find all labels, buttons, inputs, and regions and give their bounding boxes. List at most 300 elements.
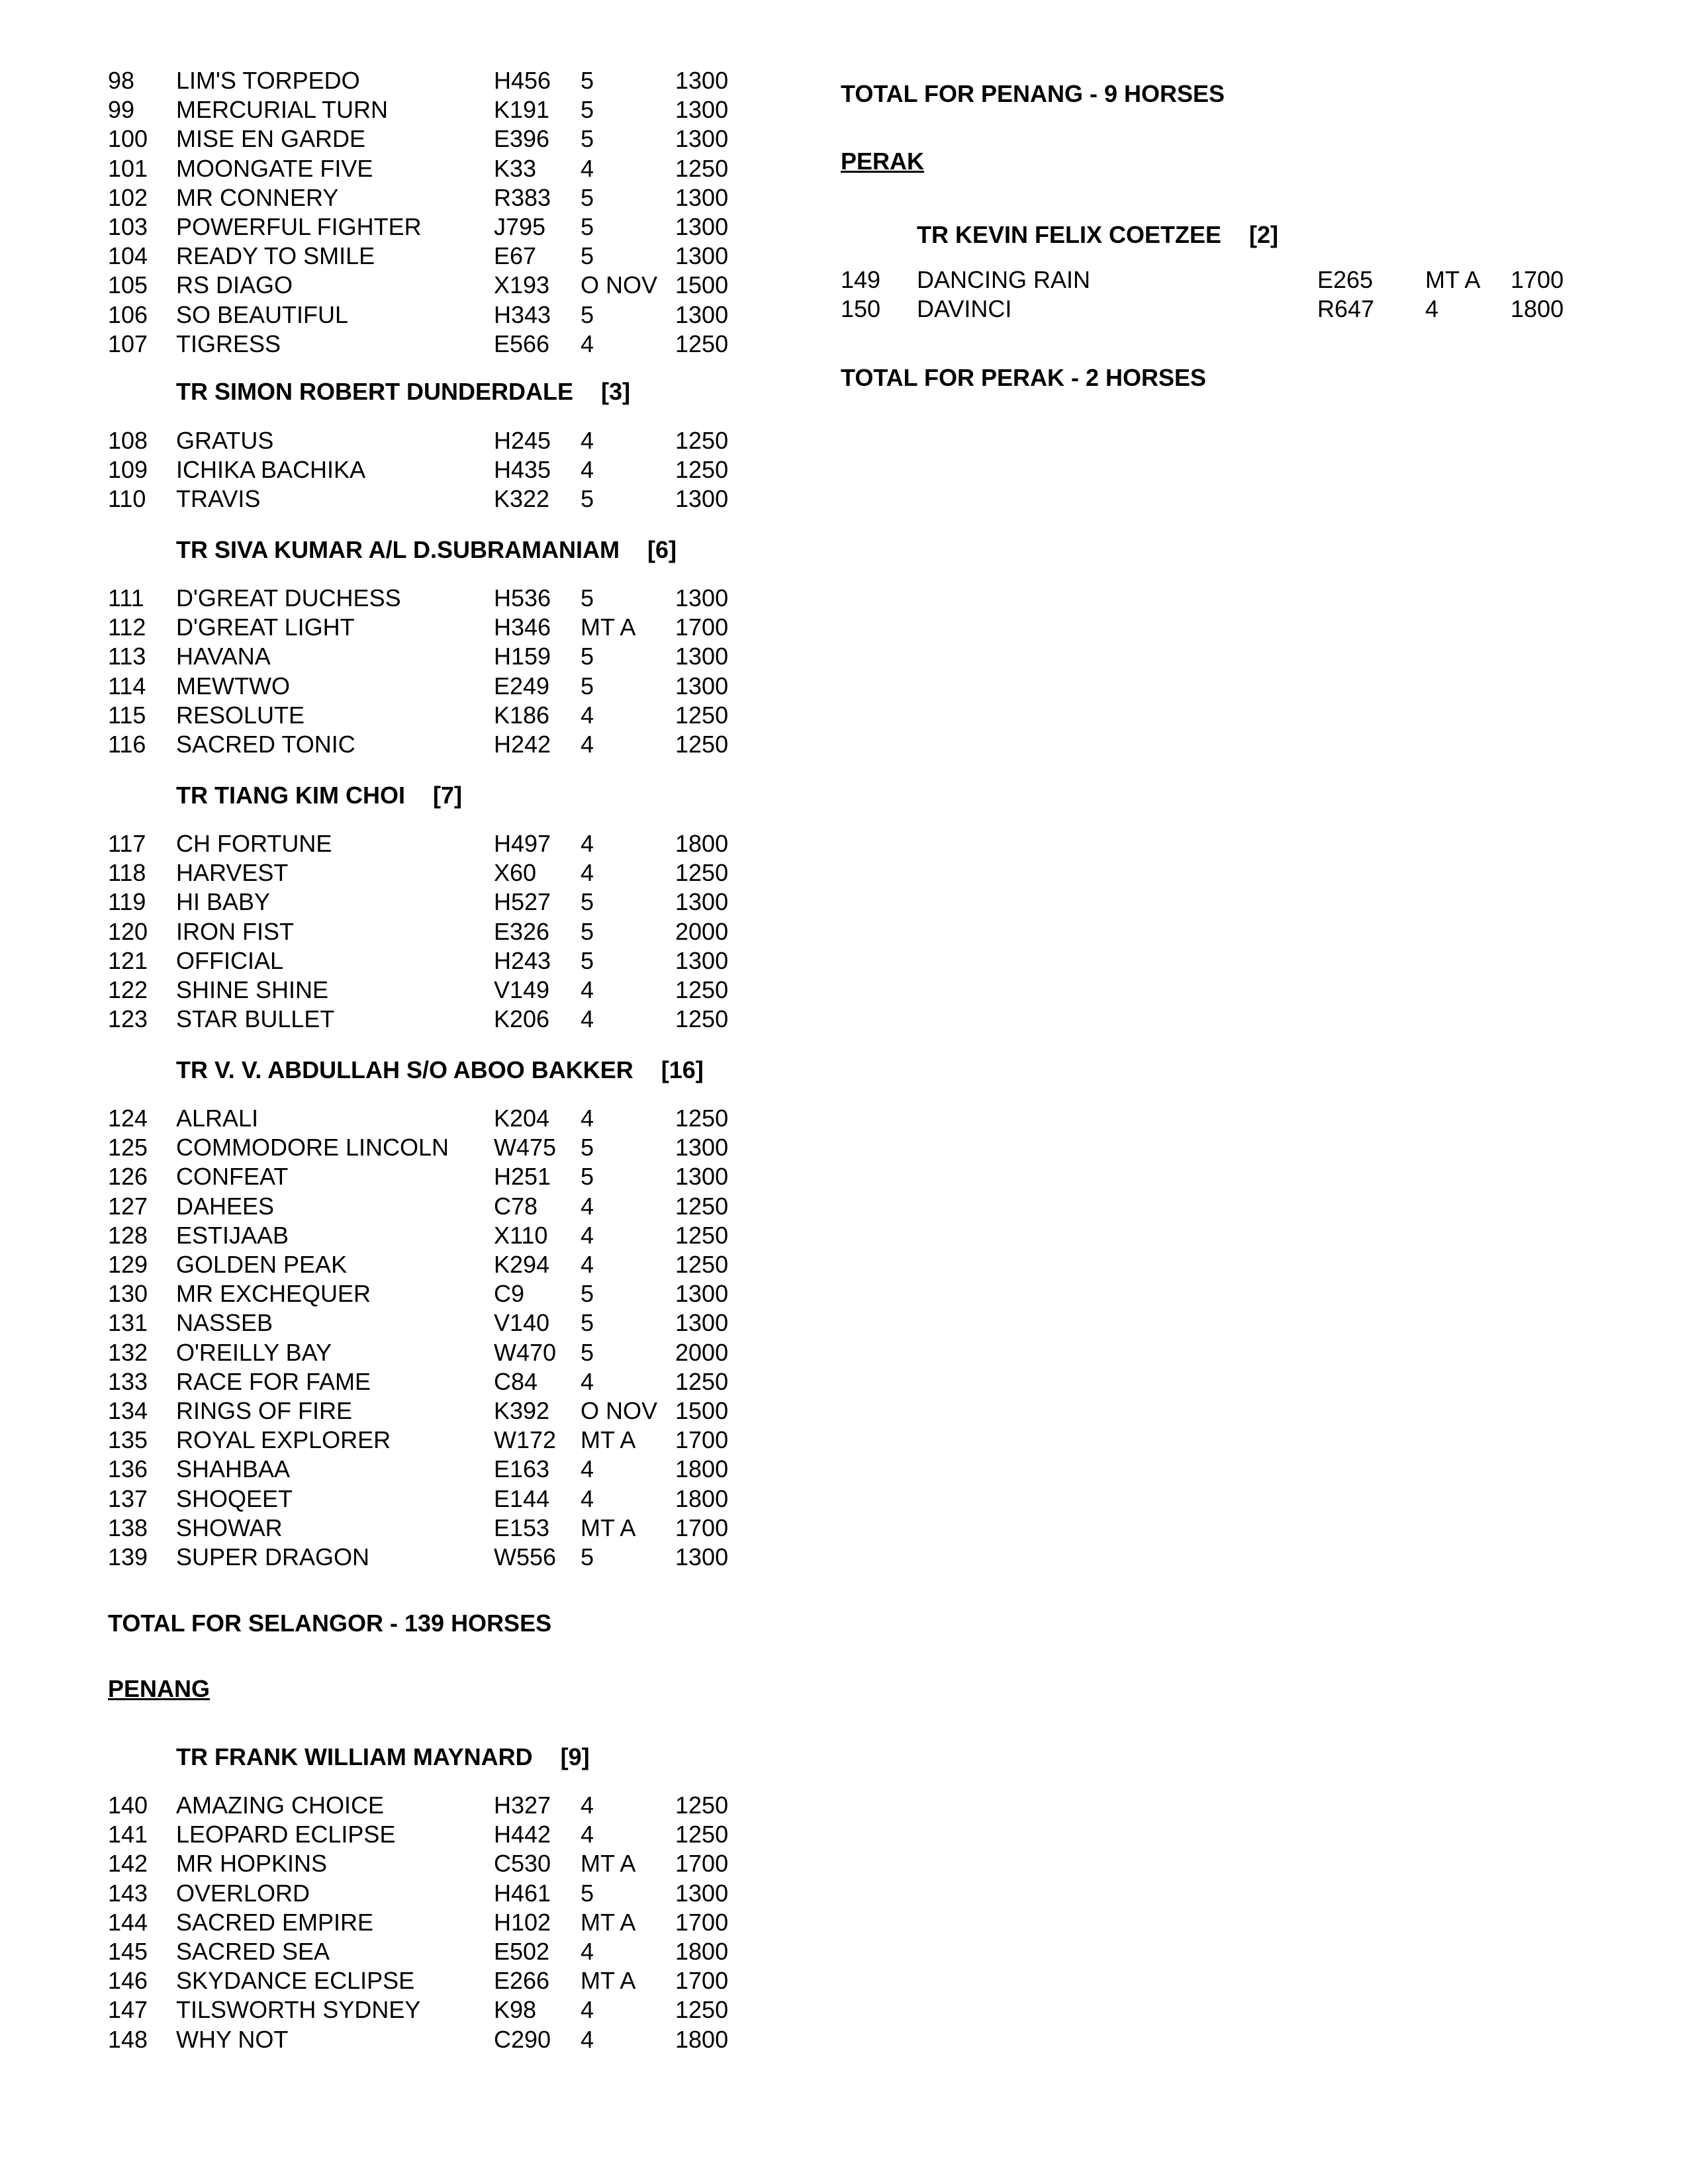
rating-value: 1250 bbox=[675, 731, 729, 758]
race-class: 4 bbox=[581, 1221, 594, 1249]
horse-code: W470 bbox=[494, 1338, 557, 1366]
horse-name: CH FORTUNE bbox=[176, 830, 332, 857]
horse-name: MEWTWO bbox=[176, 672, 290, 700]
entry-number: 103 bbox=[108, 213, 148, 240]
entry-row bbox=[0, 1426, 821, 1455]
rating-value: 1800 bbox=[675, 1455, 729, 1483]
race-class: 4 bbox=[581, 1792, 594, 1819]
entry-row bbox=[0, 1338, 821, 1367]
horse-code: E502 bbox=[494, 1938, 550, 1965]
entry-row bbox=[0, 1849, 821, 1878]
entry-number: 114 bbox=[108, 672, 146, 700]
race-class: 4 bbox=[581, 154, 594, 182]
entry-row bbox=[0, 1104, 821, 1133]
entry-row bbox=[0, 1250, 821, 1279]
horse-code: K33 bbox=[494, 154, 537, 182]
entry-number: 115 bbox=[108, 701, 146, 729]
trainer-heading bbox=[176, 377, 630, 406]
horse-code: H497 bbox=[494, 830, 551, 857]
rating-value: 1700 bbox=[675, 1908, 729, 1936]
horse-name: STAR BULLET bbox=[176, 1005, 335, 1033]
entry-number: 118 bbox=[108, 859, 146, 887]
horse-code: J795 bbox=[494, 213, 546, 240]
race-class: 5 bbox=[581, 213, 594, 240]
entry-number: 98 bbox=[108, 67, 135, 94]
horse-code: W556 bbox=[494, 1543, 557, 1570]
horse-code: H527 bbox=[494, 888, 551, 916]
horse-name: GRATUS bbox=[176, 427, 274, 454]
entry-row bbox=[0, 1162, 821, 1191]
rating-value: 1300 bbox=[675, 183, 729, 211]
entry-number: 139 bbox=[108, 1543, 148, 1570]
horse-name: LEOPARD ECLIPSE bbox=[176, 1821, 396, 1848]
entry-number: 134 bbox=[108, 1397, 148, 1424]
entry-number: 130 bbox=[108, 1280, 148, 1308]
entry-row bbox=[0, 66, 821, 95]
race-class: 4 bbox=[581, 1821, 594, 1848]
rating-value: 1300 bbox=[675, 1134, 729, 1161]
trainer-name: TR V. V. ABDULLAH S/O ABOO BAKKER bbox=[176, 1056, 633, 1083]
trainer-count: [7] bbox=[432, 782, 462, 809]
horse-name: WHY NOT bbox=[176, 2025, 289, 2053]
horse-code: K191 bbox=[494, 96, 550, 124]
horse-name: SACRED TONIC bbox=[176, 731, 355, 758]
entry-row bbox=[0, 154, 821, 183]
race-class: 5 bbox=[581, 1309, 594, 1337]
horse-name: SO BEAUTIFUL bbox=[176, 300, 349, 328]
race-class: 4 bbox=[581, 1455, 594, 1483]
entry-row bbox=[0, 455, 821, 484]
horse-code: K204 bbox=[494, 1105, 550, 1132]
rating-value: 1250 bbox=[675, 154, 729, 182]
rating-value: 1700 bbox=[1511, 266, 1564, 293]
horse-code: C530 bbox=[494, 1850, 551, 1878]
entry-number: 122 bbox=[108, 976, 148, 1003]
rating-value: 1300 bbox=[675, 67, 729, 94]
race-class: 4 bbox=[581, 1005, 594, 1033]
race-class: 5 bbox=[581, 643, 594, 670]
entry-number: 107 bbox=[108, 330, 148, 357]
horse-code: H243 bbox=[494, 946, 551, 974]
entry-number: 147 bbox=[108, 1996, 148, 2024]
race-class: MT A bbox=[581, 1426, 636, 1454]
horse-code: V149 bbox=[494, 976, 550, 1003]
entry-number: 108 bbox=[108, 427, 148, 454]
trainer-count: [9] bbox=[560, 1743, 590, 1770]
race-class: 5 bbox=[581, 67, 594, 94]
trainer-name: TR KEVIN FELIX COETZEE bbox=[917, 221, 1222, 248]
trainer-heading bbox=[176, 535, 677, 565]
horse-name: POWERFUL FIGHTER bbox=[176, 213, 422, 240]
trainer-count: [16] bbox=[661, 1056, 704, 1083]
rating-value: 1800 bbox=[675, 2025, 729, 2053]
entry-row bbox=[0, 1966, 821, 1995]
horse-code: H343 bbox=[494, 300, 551, 328]
race-class: O NOV bbox=[581, 1397, 658, 1424]
race-class: 4 bbox=[581, 1251, 594, 1278]
horse-code: H327 bbox=[494, 1792, 551, 1819]
rating-value: 1300 bbox=[675, 485, 729, 513]
race-class: 5 bbox=[581, 1134, 594, 1161]
entry-row bbox=[0, 1791, 821, 1820]
entry-number: 141 bbox=[108, 1821, 148, 1848]
entry-number: 135 bbox=[108, 1426, 148, 1454]
horse-name: MR EXCHEQUER bbox=[176, 1280, 371, 1308]
rating-value: 1250 bbox=[675, 1996, 729, 2024]
race-class: 5 bbox=[581, 485, 594, 513]
entry-row bbox=[0, 212, 821, 242]
entry-number: 124 bbox=[108, 1105, 148, 1132]
horse-name: TRAVIS bbox=[176, 485, 261, 513]
race-class: MT A bbox=[581, 1514, 636, 1541]
entry-number: 102 bbox=[108, 183, 148, 211]
horse-code: H102 bbox=[494, 1908, 551, 1936]
race-class: 5 bbox=[581, 917, 594, 945]
race-class: 5 bbox=[581, 1879, 594, 1907]
rating-value: 1300 bbox=[675, 946, 729, 974]
horse-name: RS DIAGO bbox=[176, 271, 293, 299]
race-class: O NOV bbox=[581, 271, 658, 299]
horse-code: H245 bbox=[494, 427, 551, 454]
entry-number: 148 bbox=[108, 2025, 148, 2053]
entry-number: 106 bbox=[108, 300, 148, 328]
race-class: MT A bbox=[581, 1908, 636, 1936]
horse-name: LIM'S TORPEDO bbox=[176, 67, 360, 94]
race-class: 4 bbox=[581, 731, 594, 758]
rating-value: 1250 bbox=[675, 330, 729, 357]
horse-code: H242 bbox=[494, 731, 551, 758]
total-penang: TOTAL FOR PENANG - 9 HORSES bbox=[841, 80, 1225, 107]
horse-code: E163 bbox=[494, 1455, 550, 1483]
race-class: 5 bbox=[581, 946, 594, 974]
entry-row bbox=[0, 2025, 821, 2054]
horse-name: ICHIKA BACHIKA bbox=[176, 456, 366, 484]
rating-value: 1800 bbox=[1511, 295, 1564, 323]
horse-code: C78 bbox=[494, 1192, 538, 1220]
entry-number: 136 bbox=[108, 1455, 148, 1483]
horse-code: E153 bbox=[494, 1514, 550, 1541]
rating-value: 1700 bbox=[675, 1514, 729, 1541]
rating-value: 1250 bbox=[675, 701, 729, 729]
entry-row bbox=[0, 1937, 821, 1966]
rating-value: 2000 bbox=[675, 917, 729, 945]
entry-number: 127 bbox=[108, 1192, 148, 1220]
trainer-heading bbox=[917, 220, 1278, 250]
entry-row bbox=[0, 242, 821, 271]
horse-name: MOONGATE FIVE bbox=[176, 154, 373, 182]
horse-name: SUPER DRAGON bbox=[176, 1543, 370, 1570]
horse-name: TIGRESS bbox=[176, 330, 281, 357]
entry-number: 100 bbox=[108, 125, 148, 153]
entry-row bbox=[0, 584, 821, 613]
section-heading-perak: PERAK bbox=[841, 148, 925, 175]
entry-number: 113 bbox=[108, 643, 146, 670]
horse-name: RACE FOR FAME bbox=[176, 1367, 371, 1395]
entry-number: 128 bbox=[108, 1221, 148, 1249]
rating-value: 1300 bbox=[675, 96, 729, 124]
section-heading-penang: PENANG bbox=[108, 1675, 211, 1702]
race-class: 5 bbox=[581, 1163, 594, 1191]
race-class: 4 bbox=[581, 859, 594, 887]
rating-value: 1250 bbox=[675, 1367, 729, 1395]
entry-row bbox=[0, 300, 821, 330]
rating-value: 1300 bbox=[675, 1163, 729, 1191]
horse-code: E266 bbox=[494, 1967, 550, 1995]
entry-number: 111 bbox=[108, 584, 144, 612]
horse-code: X60 bbox=[494, 859, 537, 887]
horse-name: SHINE SHINE bbox=[176, 976, 329, 1003]
horse-name: SHAHBAA bbox=[176, 1455, 291, 1483]
race-class: 4 bbox=[581, 1484, 594, 1512]
rating-value: 1250 bbox=[675, 1005, 729, 1033]
rating-value: 1250 bbox=[675, 1251, 729, 1278]
entry-row bbox=[0, 1514, 821, 1543]
race-class: 4 bbox=[581, 1105, 594, 1132]
total-selangor: TOTAL FOR SELANGOR - 139 HORSES bbox=[108, 1610, 552, 1637]
entry-number: 110 bbox=[108, 485, 146, 513]
entry-row bbox=[0, 829, 821, 858]
horse-code: H536 bbox=[494, 584, 551, 612]
entry-row bbox=[0, 426, 821, 455]
entry-row bbox=[0, 613, 821, 642]
entry-row bbox=[0, 887, 821, 917]
entry-row bbox=[0, 183, 821, 212]
horse-name: MR CONNERY bbox=[176, 183, 339, 211]
horse-name: ESTIJAAB bbox=[176, 1221, 289, 1249]
horse-code: K186 bbox=[494, 701, 550, 729]
race-class: 4 bbox=[581, 456, 594, 484]
horse-code: E396 bbox=[494, 125, 550, 153]
race-class: MT A bbox=[581, 1850, 636, 1878]
horse-name: HARVEST bbox=[176, 859, 289, 887]
horse-code: H435 bbox=[494, 456, 551, 484]
horse-name: MERCURIAL TURN bbox=[176, 96, 389, 124]
entry-row bbox=[0, 1908, 821, 1937]
rating-value: 1300 bbox=[675, 584, 729, 612]
entry-number: 112 bbox=[108, 614, 146, 641]
race-class: 5 bbox=[581, 242, 594, 270]
horse-code: K322 bbox=[494, 485, 550, 513]
entry-row bbox=[0, 730, 821, 759]
trainer-count: [3] bbox=[601, 378, 630, 405]
horse-code: H251 bbox=[494, 1163, 551, 1191]
horse-code: C9 bbox=[494, 1280, 525, 1308]
horse-name: SKYDANCE ECLIPSE bbox=[176, 1967, 415, 1995]
entry-row bbox=[0, 642, 821, 671]
entry-row bbox=[0, 330, 821, 359]
horse-name: DAVINCI bbox=[917, 295, 1012, 323]
horse-code: W172 bbox=[494, 1426, 557, 1454]
entry-number: 126 bbox=[108, 1163, 148, 1191]
entry-number: 146 bbox=[108, 1967, 148, 1995]
horse-name: GOLDEN PEAK bbox=[176, 1251, 348, 1278]
total-perak: TOTAL FOR PERAK - 2 HORSES bbox=[841, 364, 1207, 391]
entry-row bbox=[0, 1133, 821, 1162]
race-class: 4 bbox=[581, 1996, 594, 2024]
entry-row bbox=[821, 265, 1688, 295]
race-class: MT A bbox=[581, 1967, 636, 1995]
horse-name: SHOWAR bbox=[176, 1514, 283, 1541]
entry-row bbox=[0, 1484, 821, 1514]
horse-code: E326 bbox=[494, 917, 550, 945]
rating-value: 1300 bbox=[675, 242, 729, 270]
horse-code: K206 bbox=[494, 1005, 550, 1033]
trainer-count: [2] bbox=[1249, 221, 1279, 248]
horse-code: H159 bbox=[494, 643, 551, 670]
rating-value: 1800 bbox=[675, 1938, 729, 1965]
horse-name: HAVANA bbox=[176, 643, 271, 670]
race-class: 4 bbox=[1425, 295, 1439, 323]
horse-name: MR HOPKINS bbox=[176, 1850, 328, 1878]
horse-name: CONFEAT bbox=[176, 1163, 289, 1191]
race-class: 5 bbox=[581, 1543, 594, 1570]
horse-code: X110 bbox=[494, 1221, 548, 1249]
race-class: 4 bbox=[581, 1938, 594, 1965]
rating-value: 1300 bbox=[675, 125, 729, 153]
trainer-heading bbox=[176, 781, 462, 810]
entry-row bbox=[0, 1995, 821, 2025]
rating-value: 1700 bbox=[675, 1967, 729, 1995]
entry-number: 133 bbox=[108, 1367, 148, 1395]
entry-row bbox=[0, 1879, 821, 1908]
horse-name: MISE EN GARDE bbox=[176, 125, 366, 153]
race-class: MT A bbox=[581, 614, 636, 641]
horse-name: ROYAL EXPLORER bbox=[176, 1426, 391, 1454]
rating-value: 1300 bbox=[675, 1309, 729, 1337]
horse-name: OVERLORD bbox=[176, 1879, 310, 1907]
rating-value: 1800 bbox=[675, 1484, 729, 1512]
rating-value: 1250 bbox=[675, 1792, 729, 1819]
entry-row bbox=[0, 95, 821, 124]
entry-row bbox=[0, 1396, 821, 1426]
entry-number: 125 bbox=[108, 1134, 148, 1161]
horse-name: SACRED EMPIRE bbox=[176, 1908, 374, 1936]
race-class: 4 bbox=[581, 1367, 594, 1395]
rating-value: 1300 bbox=[675, 1280, 729, 1308]
horse-code: K98 bbox=[494, 1996, 537, 2024]
entry-row bbox=[0, 484, 821, 514]
entry-row bbox=[0, 1820, 821, 1849]
trainer-name: TR SIMON ROBERT DUNDERDALE bbox=[176, 378, 573, 405]
entry-row bbox=[0, 1367, 821, 1396]
rating-value: 1300 bbox=[675, 213, 729, 240]
horse-code: H456 bbox=[494, 67, 551, 94]
entry-number: 101 bbox=[108, 154, 148, 182]
entry-row bbox=[0, 946, 821, 976]
horse-code: R647 bbox=[1317, 295, 1375, 323]
rating-value: 1250 bbox=[675, 427, 729, 454]
entry-row bbox=[0, 271, 821, 300]
race-class: 4 bbox=[581, 2025, 594, 2053]
entry-row bbox=[0, 917, 821, 946]
rating-value: 1250 bbox=[675, 976, 729, 1003]
race-class: 4 bbox=[581, 976, 594, 1003]
rating-value: 1300 bbox=[675, 643, 729, 670]
entry-number: 140 bbox=[108, 1792, 148, 1819]
horse-name: ALRALI bbox=[176, 1105, 259, 1132]
horse-code: C290 bbox=[494, 2025, 551, 2053]
entry-row bbox=[0, 858, 821, 887]
horse-code: K294 bbox=[494, 1251, 550, 1278]
entry-number: 150 bbox=[841, 295, 881, 323]
horse-name: SACRED SEA bbox=[176, 1938, 330, 1965]
rating-value: 1500 bbox=[675, 271, 729, 299]
entry-number: 123 bbox=[108, 1005, 148, 1033]
race-class: 4 bbox=[581, 830, 594, 857]
entry-number: 142 bbox=[108, 1850, 148, 1878]
horse-code: E265 bbox=[1317, 266, 1374, 293]
trainer-name: TR FRANK WILLIAM MAYNARD bbox=[176, 1743, 533, 1770]
rating-value: 1250 bbox=[675, 1192, 729, 1220]
entry-number: 119 bbox=[108, 888, 146, 916]
horse-code: E67 bbox=[494, 242, 537, 270]
entry-row bbox=[0, 1543, 821, 1572]
rating-value: 1250 bbox=[675, 859, 729, 887]
horse-code: H461 bbox=[494, 1879, 551, 1907]
horse-name: DANCING RAIN bbox=[917, 266, 1091, 293]
horse-name: O'REILLY BAY bbox=[176, 1338, 332, 1366]
horse-name: TILSWORTH SYDNEY bbox=[176, 1996, 421, 2024]
horse-name: COMMODORE LINCOLN bbox=[176, 1134, 449, 1161]
entry-row bbox=[0, 701, 821, 730]
entry-row bbox=[0, 124, 821, 154]
race-class: MT A bbox=[1425, 266, 1481, 293]
race-class: 5 bbox=[581, 888, 594, 916]
trainer-name: TR SIVA KUMAR A/L D.SUBRAMANIAM bbox=[176, 536, 620, 563]
horse-name: RINGS OF FIRE bbox=[176, 1397, 353, 1424]
entry-number: 132 bbox=[108, 1338, 148, 1366]
race-class: 4 bbox=[581, 427, 594, 454]
entry-row bbox=[0, 976, 821, 1005]
entry-number: 131 bbox=[108, 1309, 148, 1337]
rating-value: 1800 bbox=[675, 830, 729, 857]
entry-number: 117 bbox=[108, 830, 146, 857]
horse-code: K392 bbox=[494, 1397, 550, 1424]
entry-number: 99 bbox=[108, 96, 135, 124]
horse-code: H346 bbox=[494, 614, 551, 641]
horse-code: H442 bbox=[494, 1821, 551, 1848]
horse-name: D'GREAT LIGHT bbox=[176, 614, 355, 641]
race-class: 4 bbox=[581, 701, 594, 729]
horse-code: E249 bbox=[494, 672, 550, 700]
race-class: 5 bbox=[581, 1280, 594, 1308]
horse-code: X193 bbox=[494, 271, 550, 299]
rating-value: 1700 bbox=[675, 614, 729, 641]
rating-value: 1300 bbox=[675, 1543, 729, 1570]
horse-name: DAHEES bbox=[176, 1192, 275, 1220]
race-class: 5 bbox=[581, 125, 594, 153]
horse-code: E566 bbox=[494, 330, 550, 357]
entry-row bbox=[0, 1279, 821, 1308]
entry-number: 105 bbox=[108, 271, 148, 299]
trainer-name: TR TIANG KIM CHOI bbox=[176, 782, 405, 809]
entry-number: 137 bbox=[108, 1484, 148, 1512]
rating-value: 1250 bbox=[675, 1221, 729, 1249]
horse-code: E144 bbox=[494, 1484, 550, 1512]
entry-number: 121 bbox=[108, 946, 148, 974]
rating-value: 2000 bbox=[675, 1338, 729, 1366]
rating-value: 1300 bbox=[675, 1879, 729, 1907]
entry-number: 145 bbox=[108, 1938, 148, 1965]
entry-row bbox=[0, 672, 821, 701]
trainer-heading bbox=[176, 1056, 704, 1085]
race-class: 4 bbox=[581, 330, 594, 357]
horse-code: W475 bbox=[494, 1134, 557, 1161]
horse-code: V140 bbox=[494, 1309, 550, 1337]
rating-value: 1250 bbox=[675, 456, 729, 484]
entry-row bbox=[0, 1005, 821, 1034]
trainer-count: [6] bbox=[647, 536, 677, 563]
